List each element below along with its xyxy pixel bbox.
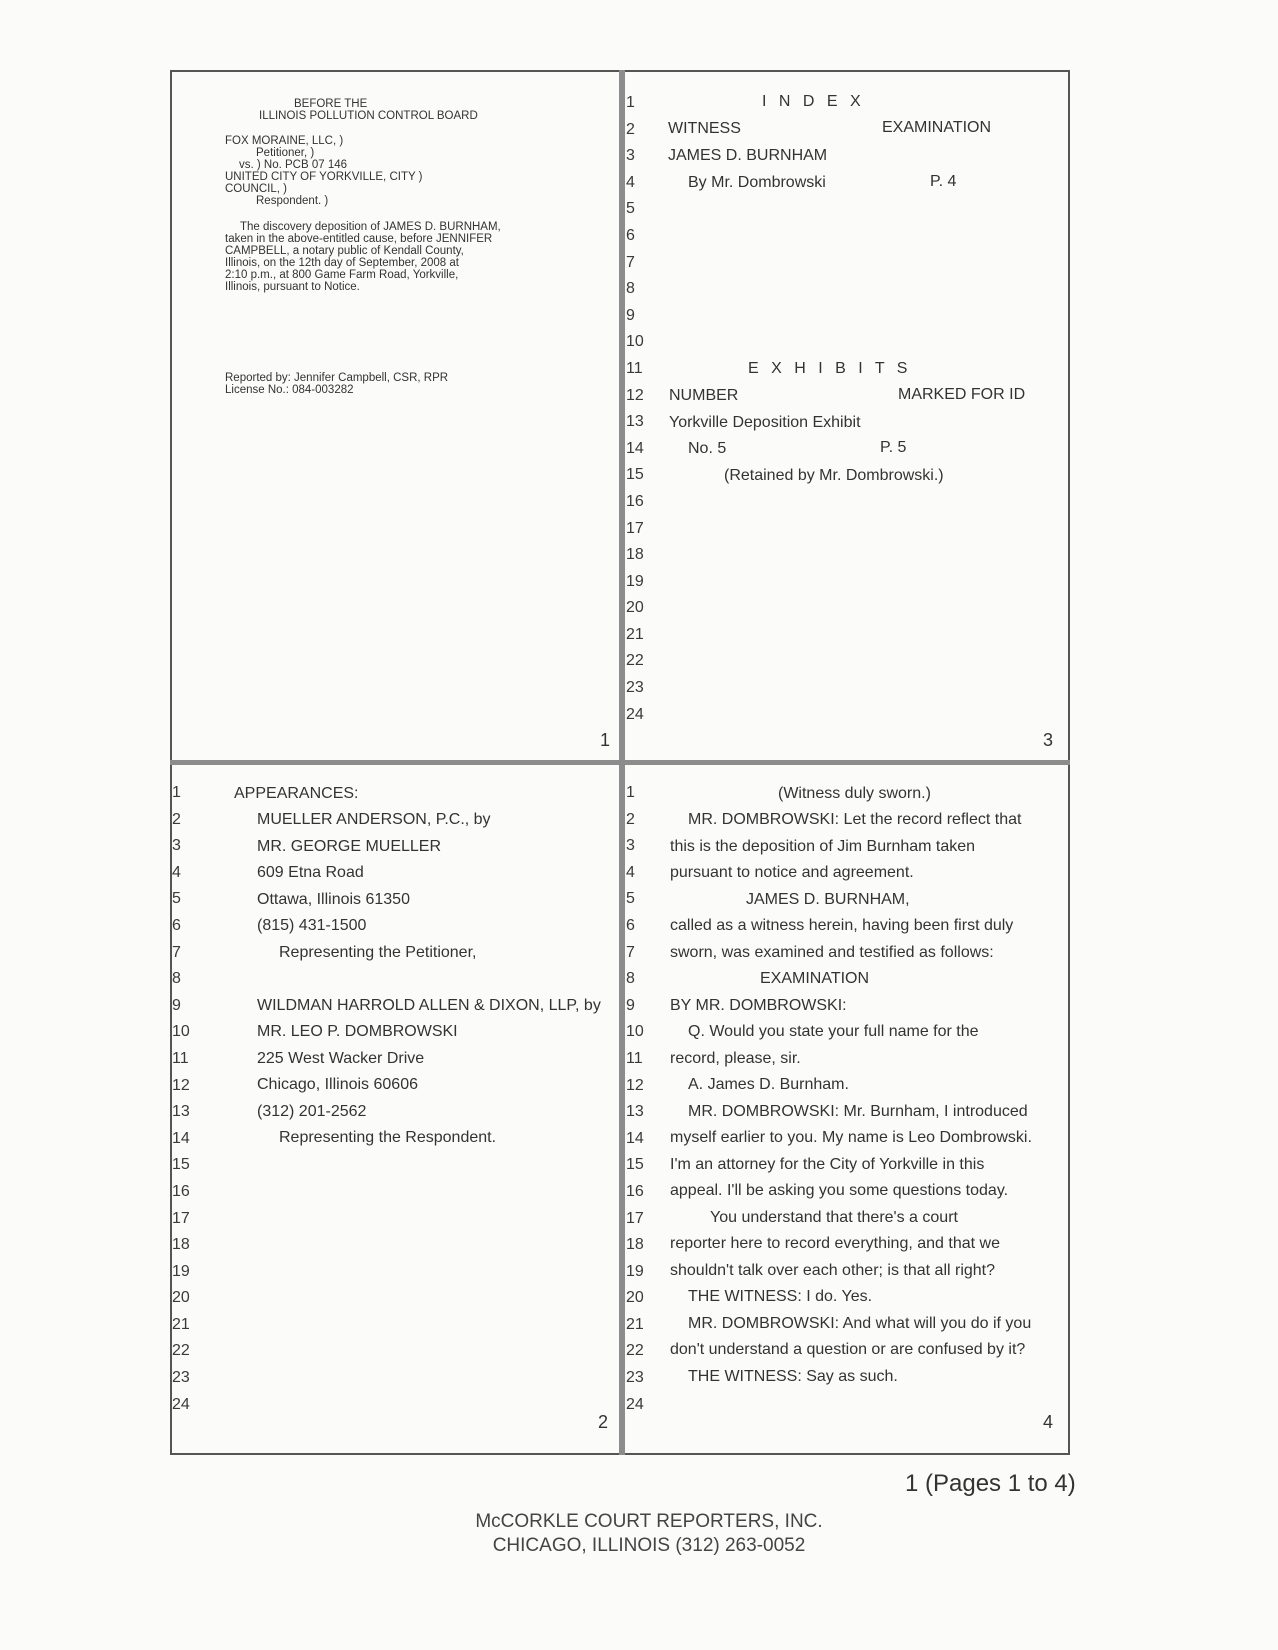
- appearances-heading: APPEARANCES:: [234, 785, 359, 802]
- line-number: 22: [626, 1342, 644, 1360]
- transcript-line: (Witness duly sworn.): [778, 785, 931, 802]
- transcript-line: A. James D. Burnham.: [688, 1076, 849, 1093]
- line-number: 2: [626, 120, 635, 138]
- transcript-line: WILDMAN HARROLD ALLEN & DIXON, LLP, by: [257, 997, 601, 1014]
- transcript-line: Chicago, Illinois 60606: [257, 1076, 418, 1093]
- line-number: 9: [172, 996, 181, 1014]
- transcript-line: (312) 201-2562: [257, 1103, 367, 1120]
- number-label: NUMBER: [669, 387, 739, 404]
- transcript-line: Representing the Respondent.: [279, 1129, 497, 1146]
- examined-by: By Mr. Dombrowski: [688, 174, 826, 191]
- line-number: 6: [626, 226, 635, 244]
- transcript-line: sworn, was examined and testified as follows:: [670, 944, 994, 961]
- line-number: 17: [626, 1209, 644, 1227]
- line-number: 4: [626, 173, 635, 191]
- caption-line: Respondent. ): [256, 195, 329, 207]
- line-number: 6: [626, 916, 635, 934]
- intro-line: taken in the above-entitled cause, before JENNIFER: [225, 233, 493, 245]
- transcript-line: called as a witness herein, having been first duly: [670, 917, 1014, 934]
- line-number: 10: [172, 1023, 190, 1041]
- company-name: McCORKLE COURT REPORTERS, INC.: [475, 1511, 823, 1532]
- line-number: 20: [626, 1289, 644, 1307]
- page-number: 3: [1043, 730, 1054, 750]
- line-number: 11: [626, 1049, 643, 1067]
- transcript-line: appeal. I'll be asking you some questions today.: [670, 1182, 1009, 1199]
- line-number: 15: [626, 1156, 644, 1174]
- line-number: 12: [626, 1076, 644, 1094]
- line-number: 24: [626, 1395, 644, 1413]
- line-number: 14: [626, 439, 644, 457]
- line-number: 24: [172, 1395, 190, 1413]
- line-number: 15: [172, 1156, 190, 1174]
- line-number: 11: [626, 359, 643, 377]
- transcript-line: BY MR. DOMBROWSKI:: [670, 997, 847, 1014]
- intro-line: Illinois, pursuant to Notice.: [225, 281, 360, 293]
- line-number-column: [626, 780, 644, 1418]
- line-number: 20: [172, 1289, 190, 1307]
- transcript-line: MR. DOMBROWSKI: And what will you do if you: [688, 1315, 1032, 1332]
- transcript-line: THE WITNESS: Say as such.: [688, 1368, 898, 1385]
- transcript-line: You understand that there's a court: [710, 1209, 958, 1226]
- transcript-line: Representing the Petitioner,: [279, 944, 477, 961]
- intro-line: Illinois, on the 12th day of September, 2008 at: [225, 257, 459, 269]
- caption-line: Petitioner, ): [256, 147, 315, 159]
- line-number: 18: [626, 546, 644, 564]
- reporter-line: Reported by: Jennifer Campbell, CSR, RPR: [225, 372, 449, 384]
- line-number: 16: [626, 1182, 644, 1200]
- page-number: 4: [1043, 1412, 1054, 1432]
- line-number: 22: [626, 652, 644, 670]
- line-number: 3: [626, 837, 635, 855]
- transcript-line: reporter here to record everything, and that we: [670, 1235, 1000, 1252]
- index-title: I N D E X: [762, 93, 865, 110]
- line-number: 10: [626, 1023, 644, 1041]
- horizontal-divider: [170, 760, 1070, 765]
- transcript-line: myself earlier to you. My name is Leo Dombrowski.: [670, 1129, 1032, 1146]
- transcript-line: I'm an attorney for the City of Yorkville in this: [670, 1156, 985, 1173]
- line-number: 2: [172, 810, 181, 828]
- line-number: 24: [626, 705, 644, 723]
- line-number: 21: [172, 1315, 190, 1333]
- line-number: 17: [626, 519, 644, 537]
- line-number: 8: [626, 280, 635, 298]
- line-number: 6: [172, 916, 181, 934]
- transcript-line: 609 Etna Road: [257, 864, 364, 881]
- line-number: 4: [172, 863, 181, 881]
- exhibits-title: E X H I B I T S: [748, 360, 912, 377]
- line-number: 1: [626, 784, 635, 801]
- line-number: 9: [626, 306, 635, 324]
- transcript-line: MR. LEO P. DOMBROWSKI: [257, 1023, 458, 1040]
- line-number: 16: [626, 492, 644, 510]
- line-number: 7: [626, 943, 635, 961]
- transcript-line: MR. DOMBROWSKI: Let the record reflect that: [688, 811, 1022, 828]
- caption-line: COUNCIL, ): [225, 183, 287, 195]
- line-number: 14: [172, 1129, 190, 1147]
- examination-page: P. 4: [930, 173, 957, 190]
- transcript-line: Ottawa, Illinois 61350: [257, 891, 410, 908]
- witness-name: JAMES D. BURNHAM: [668, 147, 828, 164]
- line-number: 15: [626, 466, 644, 484]
- intro-line: 2:10 p.m., at 800 Game Farm Road, Yorkville,: [225, 269, 459, 281]
- line-number: 11: [172, 1049, 189, 1067]
- caption-line: vs. ) No. PCB 07 146: [239, 159, 348, 171]
- transcript-line: MR. DOMBROWSKI: Mr. Burnham, I introduced: [688, 1103, 1028, 1120]
- transcript-line: 225 West Wacker Drive: [257, 1050, 425, 1067]
- line-number: 23: [626, 679, 644, 697]
- line-number: 18: [172, 1236, 190, 1254]
- line-number: 9: [626, 996, 635, 1014]
- line-number: 13: [626, 1103, 644, 1121]
- transcript-line: THE WITNESS: I do. Yes.: [688, 1288, 873, 1305]
- line-number: 7: [172, 943, 181, 961]
- line-number: 13: [172, 1103, 190, 1121]
- intro-line: CAMPBELL, a notary public of Kendall County,: [225, 245, 464, 257]
- line-number: 8: [626, 970, 635, 988]
- line-number: 23: [626, 1369, 644, 1387]
- exhibit-number: No. 5: [688, 440, 727, 457]
- line-number: 3: [172, 837, 181, 855]
- line-number-column: [626, 90, 644, 728]
- transcript-line: shouldn't talk over each other; is that all right?: [670, 1262, 996, 1279]
- line-number: 19: [626, 572, 644, 590]
- line-number: 2: [626, 810, 635, 828]
- line-number: 17: [172, 1209, 190, 1227]
- transcript-line: Q. Would you state your full name for the: [688, 1023, 979, 1040]
- line-number: 16: [172, 1182, 190, 1200]
- exhibit-page: P. 5: [880, 439, 907, 456]
- line-number: 5: [626, 890, 635, 908]
- caption-line: FOX MORAINE, LLC, ): [225, 135, 344, 147]
- line-number: 13: [626, 413, 644, 431]
- marked-label: MARKED FOR ID: [898, 386, 1026, 403]
- transcript-line: record, please, sir.: [670, 1050, 801, 1067]
- caption-line: UNITED CITY OF YORKVILLE, CITY ): [225, 171, 423, 183]
- line-number: 14: [626, 1129, 644, 1147]
- line-number: 7: [626, 253, 635, 271]
- transcript-line: (815) 431-1500: [257, 917, 367, 934]
- witness-label: WITNESS: [668, 120, 741, 137]
- board-header-line: ILLINOIS POLLUTION CONTROL BOARD: [259, 110, 478, 122]
- examination-label: EXAMINATION: [882, 119, 992, 136]
- exhibit-retained: (Retained by Mr. Dombrowski.): [724, 467, 944, 484]
- line-number: 3: [626, 147, 635, 165]
- line-number: 19: [626, 1262, 644, 1280]
- transcript-line: this is the deposition of Jim Burnham taken: [670, 838, 976, 855]
- line-number: 23: [172, 1369, 190, 1387]
- line-number: 12: [172, 1076, 190, 1094]
- transcript-line: JAMES D. BURNHAM,: [746, 891, 910, 908]
- line-number: 8: [172, 970, 181, 988]
- transcript-line: EXAMINATION: [760, 970, 870, 987]
- line-number: 21: [626, 1315, 644, 1333]
- exhibit-name: Yorkville Deposition Exhibit: [669, 414, 861, 431]
- line-number: 5: [172, 890, 181, 908]
- line-number-column: [172, 780, 190, 1418]
- transcript-line: pursuant to notice and agreement.: [670, 864, 914, 881]
- page-range-label: 1 (Pages 1 to 4): [905, 1470, 1076, 1497]
- transcript-line: don't understand a question or are confused by it?: [670, 1341, 1026, 1358]
- line-number: 4: [626, 863, 635, 881]
- board-header-line: BEFORE THE: [294, 98, 368, 110]
- line-number: 22: [172, 1342, 190, 1360]
- company-city-phone: CHICAGO, ILLINOIS (312) 263-0052: [492, 1535, 806, 1556]
- line-number: 18: [626, 1236, 644, 1254]
- page-number: 2: [598, 1412, 609, 1432]
- transcript-line: MUELLER ANDERSON, P.C., by: [257, 811, 491, 828]
- transcript-line: MR. GEORGE MUELLER: [257, 838, 442, 855]
- reporter-line: License No.: 084-003282: [225, 384, 354, 396]
- line-number: 1: [172, 784, 181, 801]
- intro-line: The discovery deposition of JAMES D. BURNHAM,: [240, 221, 501, 233]
- line-number: 1: [626, 94, 635, 111]
- line-number: 19: [172, 1262, 190, 1280]
- line-number: 12: [626, 386, 644, 404]
- reporter-company-footer: [434, 1510, 864, 1558]
- line-number: 21: [626, 625, 644, 643]
- page-number: 1: [600, 730, 611, 750]
- line-number: 10: [626, 333, 644, 351]
- line-number: 20: [626, 599, 644, 617]
- line-number: 5: [626, 200, 635, 218]
